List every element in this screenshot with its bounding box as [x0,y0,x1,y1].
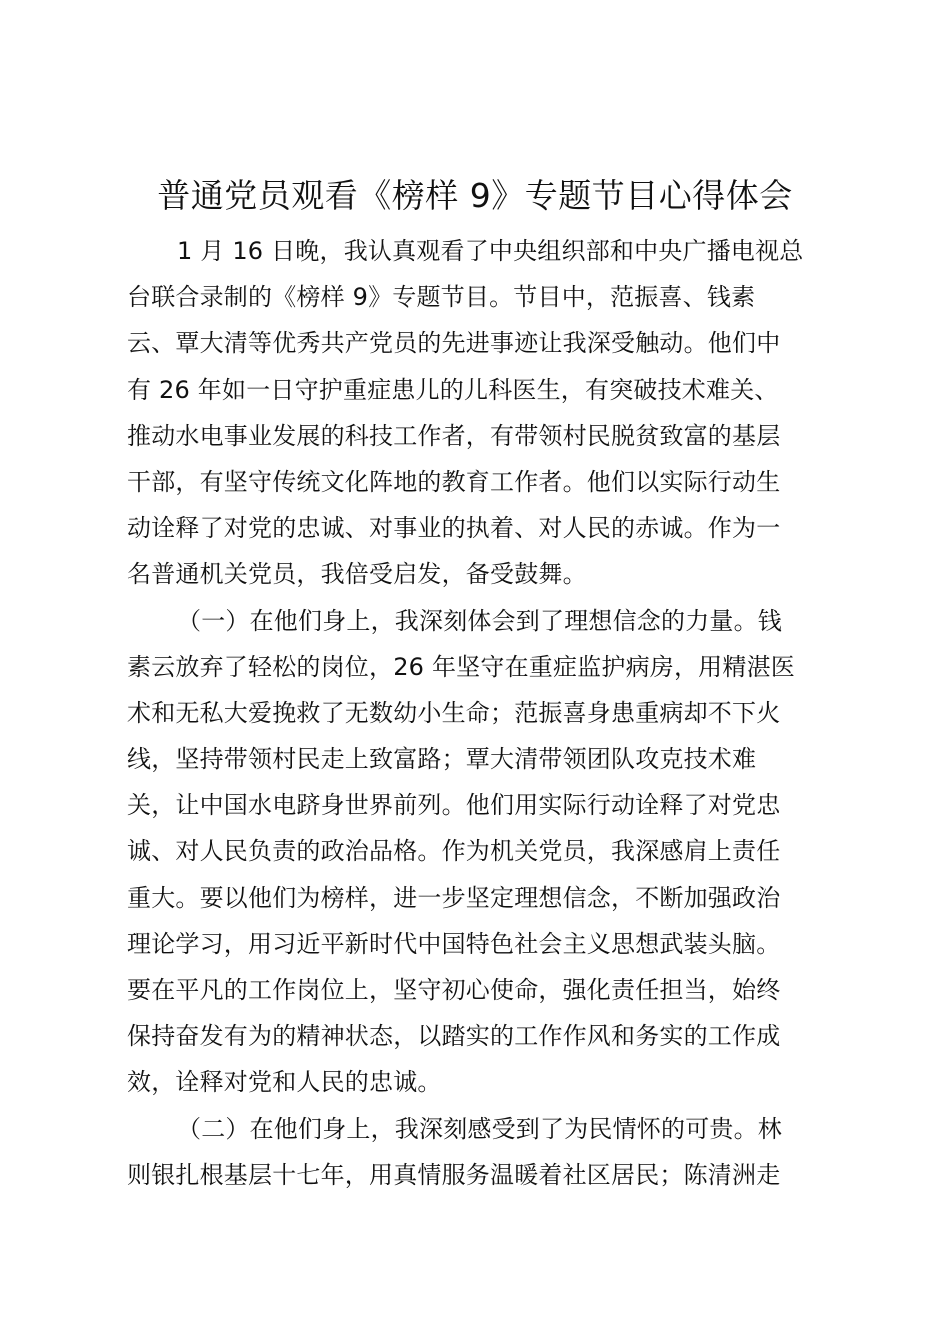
paragraph-2-line-8: 理论学习，用习近平新时代中国特色社会主义思想武装头脑。 [127,929,781,958]
paragraph-1-line-2: 台联合录制的《榜样 9》专题节目。节目中，范振喜、钱素 [127,283,756,312]
paragraph-1-line-5: 推动水电事业发展的科技工作者，有带领村民脱贫致富的基层 [127,421,781,450]
paragraph-2-line-6: 诚、对人民负责的政治品格。作为机关党员，我深感肩上责任 [127,837,781,866]
paragraph-2-line-9: 要在平凡的工作岗位上，坚守初心使命，强化责任担当，始终 [127,976,781,1004]
paragraph-2-line-4: 线，坚持带领村民走上致富路；覃大清带领团队攻克技术难 [127,745,757,774]
paragraph-3-line-1: （二）在他们身上，我深刻感受到了为民情怀的可贵。林 [177,1114,782,1143]
paragraph-1-line-4: 有 26 年如一日守护重症患儿的儿科医生，有突破技术难关、 [127,375,779,404]
paragraph-1-line-7: 动诠释了对党的忠诚、对事业的执着、对人民的赤诚。作为一 [127,514,781,543]
paragraph-2-line-2: 素云放弃了轻松的岗位，26 年坚守在重症监护病房，用精湛医 [127,652,795,681]
paragraph-1-line-6: 干部，有坚守传统文化阵地的教育工作者。他们以实际行动生 [127,467,781,496]
paragraph-2-line-11: 效，诠释对党和人民的忠诚。 [127,1068,442,1097]
paragraph-2-line-3: 术和无私大爱挽救了无数幼小生命；范振喜身患重病却不下火 [127,698,781,727]
document-body [127,228,837,1198]
paragraph-2-line-1: （一）在他们身上，我深刻体会到了理想信念的力量。钱 [177,606,782,635]
document-title: 普通党员观看《榜样 9》专题节目心得体会 [157,176,793,215]
paragraph-1-line-1: 1 月 16 日晚，我认真观看了中央组织部和中央广播电视总 [177,237,804,265]
paragraph-2-line-7: 重大。要以他们为榜样，进一步坚定理想信念，不断加强政治 [127,883,781,912]
paragraph-3-line-2: 则银扎根基层十七年，用真情服务温暖着社区居民；陈清洲走 [127,1160,781,1189]
paragraph-1-line-3: 云、覃大清等优秀共产党员的先进事迹让我深受触动。他们中 [127,329,781,358]
paragraph-2-line-5: 关，让中国水电跻身世界前列。他们用实际行动诠释了对党忠 [127,791,781,820]
paragraph-2-line-10: 保持奋发有为的精神状态，以踏实的工作作风和务实的工作成 [127,1022,781,1051]
paragraph-1-line-8: 名普通机关党员，我倍受启发，备受鼓舞。 [127,560,587,589]
